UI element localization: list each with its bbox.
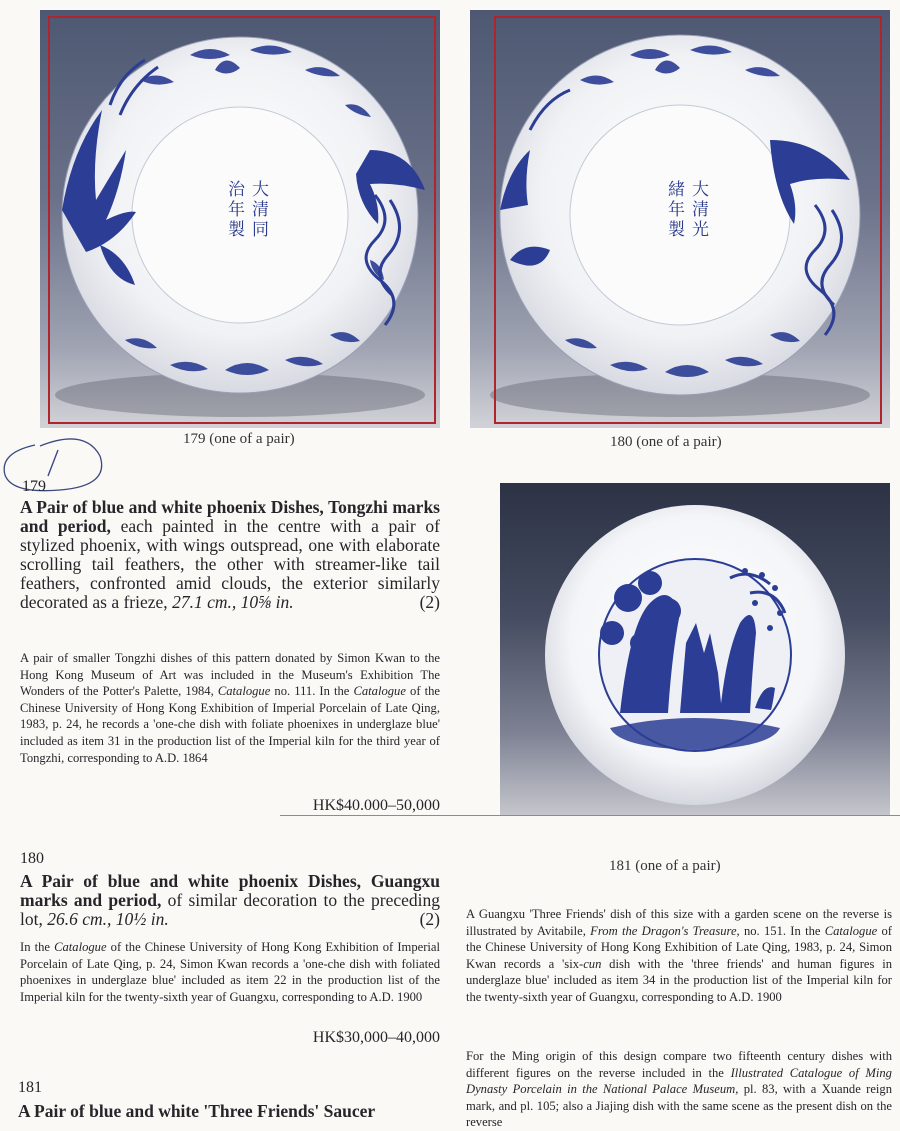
lot-180-quantity: (2) <box>419 909 440 929</box>
lot-180-note-italic: Catalogue <box>54 940 107 954</box>
lot-180-title <box>20 872 440 929</box>
lot-180-title-bold: A Pair of blue and white phoenix Dishes, Guangxu marks and period, <box>20 871 440 910</box>
lot-181-number: 181 <box>18 1079 42 1096</box>
lot-180-size: 26.6 cm., 10½ in. <box>47 909 169 929</box>
para2-italic-title: Illustrated Catalogue of Ming Dynasty Porcelain in the National Palace Museum, <box>466 1065 892 1097</box>
lot-179-quantity: (2) <box>419 592 440 612</box>
lot-180-note-part2: of the Chinese University of Hong Kong Exhibition of Imperial Porcelain of Late Qing, p. 24, Simon Kwan records a 'one-che dish with foliated phoenixes in underglaze blue' included as item 22 in the production list of the Imperial kiln for the twenty-sixth year of Guangxu, corresponding to A.D. 1900 <box>20 940 440 1004</box>
lot-181-note-para2 <box>466 1048 892 1131</box>
plate-three-friends-image <box>500 483 890 815</box>
lot-181-note-para1 <box>466 906 892 1006</box>
svg-text:清: 清 <box>692 200 709 220</box>
para1-italic-cun: cun <box>583 956 602 971</box>
para1-italic-catalogue: Catalogue <box>824 923 878 938</box>
svg-text:緒: 緒 <box>668 180 685 200</box>
para1-text-a: A Guangxu 'Three Friends' dish of this size with a garden scene on the reverse is illustrated by Avitabile, <box>466 907 892 938</box>
caption-lower-plate: 181 (one of a pair) <box>609 858 721 874</box>
svg-text:年: 年 <box>668 200 685 220</box>
lot-179-note-italic1: Catalogue <box>217 684 271 699</box>
lot-179-note-part2: no. 111. In the <box>270 684 354 699</box>
para1-text-d: dish with the 'three friends' and human figures in underglaze blue' included as item 34 in the production list of the Imperial kiln for the twenty-sixth year of Guangxu, corresponding to A.D. 1900 <box>466 956 892 1004</box>
para2-text-a: For the Ming origin of this design compare two fifteenth century dishes with different figures on the reverse included in the <box>466 1049 892 1080</box>
svg-text:大: 大 <box>252 180 269 200</box>
svg-text:大: 大 <box>692 180 709 200</box>
svg-text:年: 年 <box>228 200 245 220</box>
photo-lower-plate <box>500 483 890 815</box>
lot-181-title-bold: A Pair of blue and white 'Three Friends' Saucer <box>18 1101 376 1121</box>
lot-180-estimate: HK$30,000–40,000 <box>312 1029 440 1046</box>
lot-179-number: 179 <box>22 478 46 495</box>
para1-text-b: no. 151. In the <box>739 923 825 938</box>
svg-text:同: 同 <box>252 220 269 240</box>
selection-frame-left <box>48 16 436 424</box>
svg-text:治: 治 <box>228 180 245 200</box>
lot-181-title <box>18 1102 448 1121</box>
lot-179-size: 27.1 cm., 10⅝ in. <box>172 592 294 612</box>
para1-italic-title: From the Dragon's Treasure, <box>590 923 740 938</box>
svg-text:光: 光 <box>692 220 709 240</box>
pen-circle-annotation <box>0 434 110 504</box>
lot-179-description: each painted in the centre with a pair of stylized phoenix, with wings outspread, one with elaborate scrolling tail feathers, the other with streamer-like tail feathers, confronted amid clouds, the exterior similarly decorated as a frieze, <box>20 516 440 612</box>
caption-left-plate: 179 (one of a pair) <box>183 431 295 447</box>
lot-179-note-part3: of the Chinese University of Hong Kong Exhibition of Imperial Porcelain of Late Qing, 1983, p. 24, he records a 'one-che dish with foliate phoenixes in underglaze blue' included as item 31 in the production list of the Imperial kiln for the third year of Tongzhi, corresponding to A.D. 1864 <box>20 684 440 765</box>
lot-179-note-part1: A pair of smaller Tongzhi dishes of this pattern donated by Simon Kwan to the Hong Kong Museum of Art was included in the Museum's Exhibition The Wonders of the Potter's Palette, 1984, <box>20 651 440 699</box>
lot-180-description: of similar decoration to the preceding lot, <box>20 890 440 929</box>
lot-180-number: 180 <box>20 850 44 867</box>
lot-179-title <box>20 498 440 612</box>
lot-179-estimate: HK$40.000–50,000 <box>312 797 440 814</box>
lot-180-note <box>20 939 440 1005</box>
pencil-rule-line <box>280 815 900 816</box>
lot-179-title-bold: A Pair of blue and white phoenix Dishes, Tongzhi marks and period, <box>20 497 440 536</box>
para1-text-c: of the Chinese University of Hong Kong Exhibition of Late Qing, 1983, p. 24, Simon Kwan records a 'six- <box>466 923 892 971</box>
caption-right-plate: 180 (one of a pair) <box>610 434 722 450</box>
selection-frame-right <box>494 16 882 424</box>
para2-text-b: pl. 83, with a Xuande reign mark, and pl. 105; also a Jiajing dish with the same scene as the present dish on the reverse <box>466 1082 892 1130</box>
svg-text:清: 清 <box>252 200 269 220</box>
svg-text:製: 製 <box>668 220 685 240</box>
svg-text:製: 製 <box>228 220 245 240</box>
lot-179-note <box>20 650 440 766</box>
lot-180-note-part1: In the <box>20 940 55 954</box>
lot-179-note-italic2: Catalogue <box>353 684 406 699</box>
